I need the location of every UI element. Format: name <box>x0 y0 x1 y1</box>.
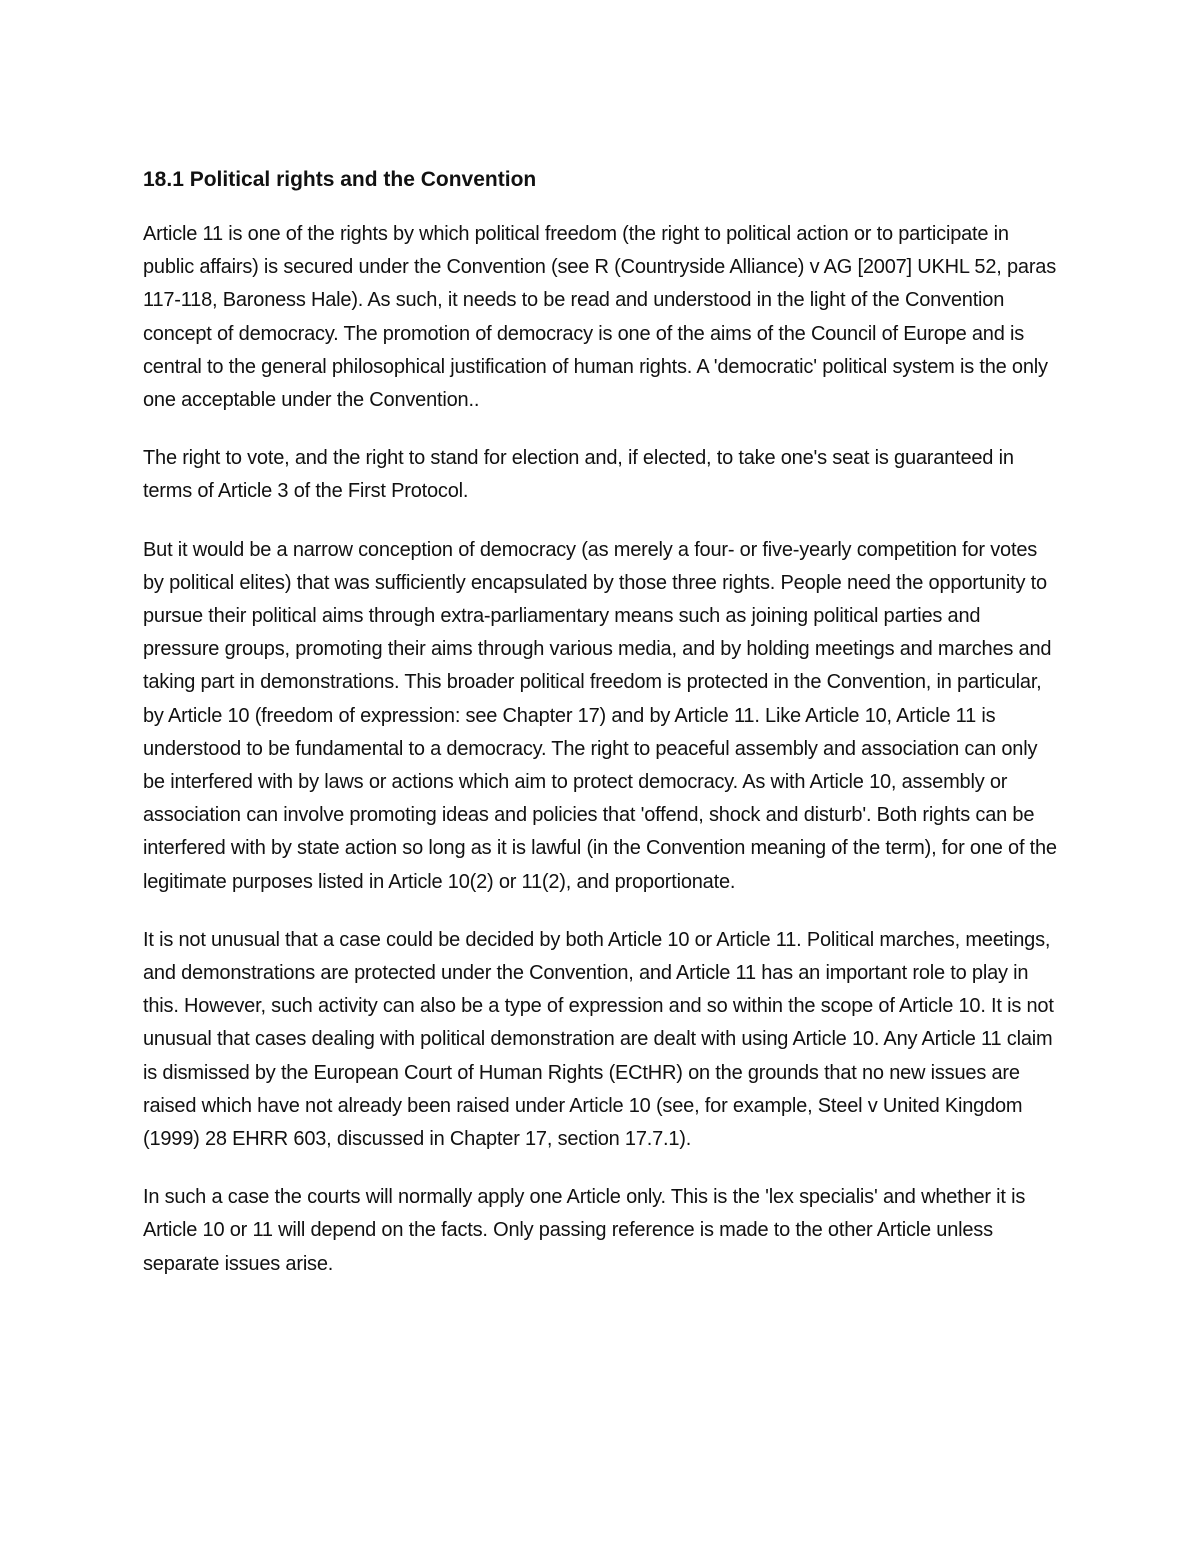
section-heading: 18.1 Political rights and the Convention <box>143 168 537 191</box>
paragraph-article-11-intro: Article 11 is one of the rights by which political freedom (the right to political action or to participate in public affairs) is secured under the Convention (see R (Countryside Alliance) v AG [2007] UKHL 52, paras 117-118, Baroness Hale). As such, it needs to be read and understood in the light of the Convention concept of democracy. The promotion of democracy is one of the aims of the Council of Europe and is central to the general philosophical justification of human rights. A 'democratic' political system is the only one acceptable under the Convention.. <box>143 223 1057 412</box>
paragraph-broader-freedom: But it would be a narrow conception of democracy (as merely a four- or five-yearly competition for votes by political elites) that was sufficiently encapsulated by those three rights. People need the opportunity to pursue their political aims through extra-parliamentary means such as joining political parties and pressure groups, promoting their aims through various media, and by holding meetings and marches and taking part in demonstrations. This broader political freedom is protected in the Convention, in particular, by Article 10 (freedom of expression: see Chapter 17) and by Article 11. Like Article 10, Article 11 is understood to be fundamental to a democracy. The right to peaceful assembly and association can only be interfered with by laws or actions which aim to protect democracy. As with Article 10, assembly or association can involve promoting ideas and policies that 'offend, shock and disturb'. Both rights can be interfered with by state action so long as it is lawful (in the Convention meaning of the term), for one of the legitimate purposes listed in Article 10(2) or 11(2), and proportionate. <box>143 538 1057 893</box>
paragraph-lex-specialis: In such a case the courts will normally apply one Article only. This is the 'lex specialis' and whether it is Article 10 or 11 will depend on the facts. Only passing reference is made to the other Article unless separate issues arise. <box>143 1186 1026 1275</box>
paragraph-article-10-overlap: It is not unusual that a case could be decided by both Article 10 or Article 11. Political marches, meetings, and demonstrations are protected under the Convention, and Article 11 has an important role to play in this. However, such activity can also be a type of expression and so within the scope of Article 10. It is not unusual that cases dealing with political demonstration are dealt with using Article 10. Any Article 11 claim is dismissed by the European Court of Human Rights (ECtHR) on the grounds that no new issues are raised which have not already been raised under Article 10 (see, for example, Steel v United Kingdom (1999) 28 EHRR 603, discussed in Chapter 17, section 17.7.1). <box>143 928 1054 1151</box>
paragraph-right-to-vote: The right to vote, and the right to stand for election and, if elected, to take one's seat is guaranteed in terms of Article 3 of the First Protocol. <box>143 447 1014 503</box>
document-page <box>143 163 1058 1306</box>
